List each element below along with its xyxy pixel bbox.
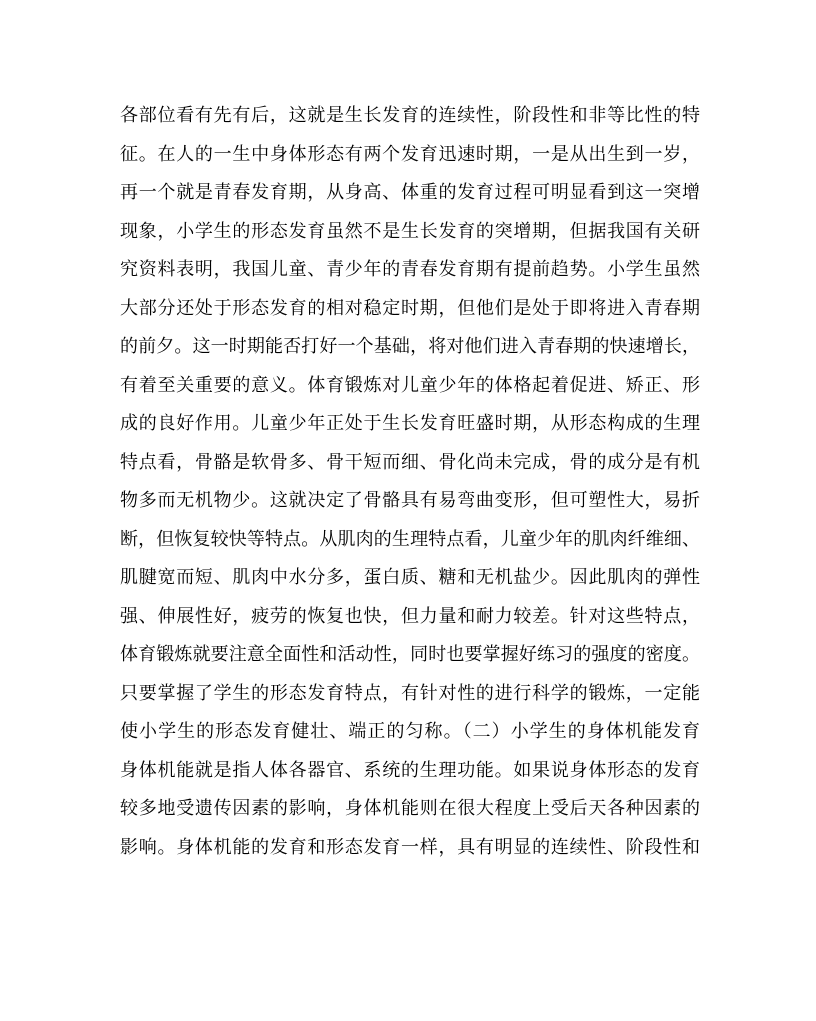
text-line-1: 各部位看有先有后，这就是生长发育的连续性，阶段性和非等比性的特 [120, 105, 700, 126]
text-line-6: 大部分还处于形态发育的相对稳定时期，但他们是处于即将进入青春期 [120, 297, 700, 319]
text-line-2: 征。在人的一生中身体形态有两个发育迅速时期，一是从出生到一岁， [120, 143, 700, 165]
text-line-3: 再一个就是青春发育期，从身高、体重的发育过程可明显看到这一突增 [120, 182, 700, 203]
text-line-17: 使小学生的形态发育健壮、端正的匀称。（二）小学生的身体机能发育 [120, 721, 700, 742]
text-line-16: 只要掌握了学生的形态发育特点，有针对性的进行科学的锻炼，一定能 [120, 682, 700, 704]
text-line-18: 身体机能就是指人体各器官、系统的生理功能。如果说身体形态的发育 [120, 759, 700, 781]
text-line-7: 的前夕。这一时期能否打好一个基础，将对他们进入青春期的快速增长， [120, 336, 700, 357]
text-line-20: 影响。身体机能的发育和形态发育一样，具有明显的连续性、阶段性和 [120, 836, 700, 858]
text-line-8: 有着至关重要的意义。体育锻炼对儿童少年的体格起着促进、矫正、形 [120, 374, 700, 396]
text-line-19: 较多地受遗传因素的影响，身体机能则在很大程度上受后天各种因素的 [120, 798, 700, 819]
body-text [120, 97, 700, 867]
text-line-5: 究资料表明，我国儿童、青少年的青春发育期有提前趋势。小学生虽然 [120, 259, 700, 280]
text-line-14: 强、伸展性好，疲劳的恢复也快，但力量和耐力较差。针对这些特点， [120, 605, 700, 627]
text-line-4: 现象，小学生的形态发育虽然不是生长发育的突增期，但据我国有关研 [120, 220, 700, 242]
text-line-10: 特点看，骨骼是软骨多、骨干短而细、骨化尚未完成，骨的成分是有机 [120, 451, 700, 473]
text-line-13: 肌腱宽而短、肌肉中水分多，蛋白质、糖和无机盐少。因此肌肉的弹性 [120, 567, 700, 588]
text-line-11: 物多而无机物少。这就决定了骨骼具有易弯曲变形，但可塑性大，易折 [120, 490, 700, 511]
text-line-15: 体育锻炼就要注意全面性和活动性，同时也要掌握好练习的强度的密度。 [120, 644, 700, 665]
text-line-9: 成的良好作用。儿童少年正处于生长发育旺盛时期，从形态构成的生理 [120, 413, 700, 434]
text-line-12: 断，但恢复较快等特点。从肌肉的生理特点看，儿童少年的肌肉纤维细、 [120, 528, 700, 550]
